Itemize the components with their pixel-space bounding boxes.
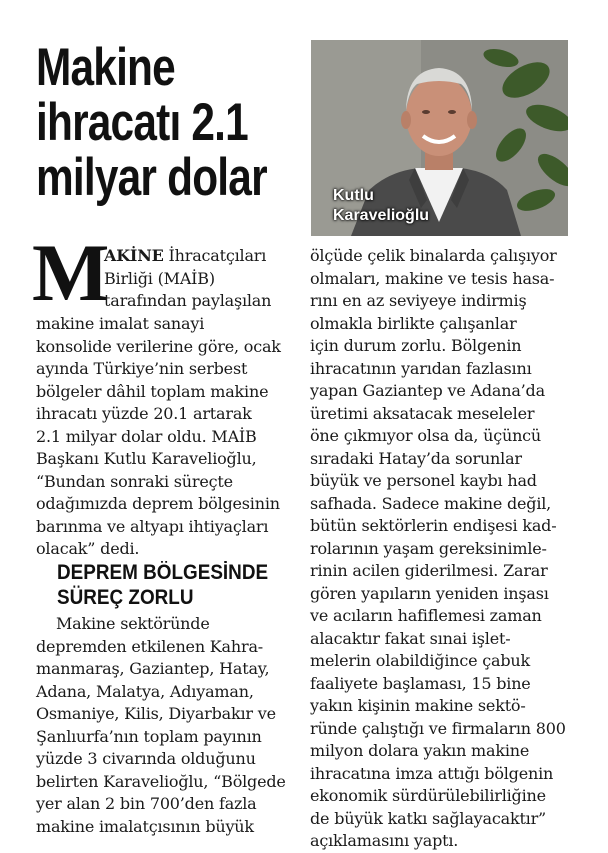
text-fragment: İhracatçıları xyxy=(163,246,267,265)
text-line: Adana, Malatya, Adıyaman, xyxy=(36,681,254,701)
text-line: rinin acilen giderilmesi. Zarar xyxy=(310,561,548,580)
text-line: belirten Karavelioğlu, “Bölgede xyxy=(36,771,286,791)
text-line: olacak” dedi. xyxy=(36,539,140,558)
text-line: üretimi aksatacak meseleler xyxy=(310,403,535,423)
text-line: milyon dolara yakın makine xyxy=(310,741,530,760)
text-line: ölçüde çelik binalarda çalışıyor xyxy=(310,246,557,265)
text-line: büyük ve personel kaybı had xyxy=(310,471,537,490)
subheading xyxy=(57,560,268,610)
text-line: rolarının yaşam gereksinimle- xyxy=(310,538,547,558)
text-line: ihracatı yüzde 20.1 artarak xyxy=(36,404,252,423)
text-line: öne çıkmıyor olsa da, üçüncü xyxy=(310,426,542,445)
text-line: olmaları, makine ve tesis hasa- xyxy=(310,268,555,288)
text-line: barınma ve altyapı ihtiyaçları xyxy=(36,516,269,536)
text-line: ihracatına imza attığı bölgenin xyxy=(310,763,554,783)
text-line: melerin olabildiğince çabuk xyxy=(310,651,531,670)
text-line: ekonomik sürdürülebilirliğine xyxy=(310,786,546,805)
text-line: olmakla birlikte çalışanlar xyxy=(310,313,517,333)
article-column-1 xyxy=(36,313,281,561)
headline-line: milyar dolar xyxy=(36,148,267,207)
text-line: Osmaniye, Kilis, Diyarbakır ve xyxy=(36,704,276,723)
text-line: ihracatının yarıdan fazlasını xyxy=(310,358,532,378)
subheading-line: SÜREÇ ZORLU xyxy=(57,586,194,609)
text-line: Şanlıurfa’nın toplam payının xyxy=(36,726,262,746)
caption-line: Kutlu xyxy=(333,187,374,204)
text-line: makine imalatçısının büyük xyxy=(36,816,254,836)
photo-caption xyxy=(333,186,429,226)
text-line: alacaktır fakat sınai işlet- xyxy=(310,628,511,648)
text-line: faaliyete başlaması, 15 bine xyxy=(310,673,531,693)
text-line: odağımızda deprem bölgesinin xyxy=(36,494,280,513)
text-line: konsolide verilerine göre, ocak xyxy=(36,336,281,356)
headline-line: Makine xyxy=(36,38,175,97)
text-line: yer alan 2 bin 700’den fazla xyxy=(36,794,257,813)
text-line xyxy=(104,245,271,268)
text-line: makine imalat sanayi xyxy=(36,314,205,333)
text-line: bölgeler dâhil toplam makine xyxy=(36,381,269,401)
lead-word: AKİNE xyxy=(104,246,164,265)
text-line: yapan Gaziantep ve Adana’da xyxy=(310,381,545,400)
drop-cap: M xyxy=(32,227,110,318)
article-column-2 xyxy=(310,245,566,853)
text-line: rını en az seviyeye indirmiş xyxy=(310,291,527,310)
text-line: depremden etkilenen Kahra- xyxy=(36,636,263,656)
text-line: gören yapıların yeniden inşası xyxy=(310,583,549,603)
text-line: Başkanı Kutlu Karavelioğlu, xyxy=(36,449,257,468)
article-intro xyxy=(104,245,271,313)
text-line: açıklamasını yaptı. xyxy=(310,831,459,850)
text-line: 2.1 milyar dolar oldu. MAİB xyxy=(36,426,257,446)
text-line: bütün sektörlerin endişesi kad- xyxy=(310,516,557,535)
text-line: ayında Türkiye’nin serbest xyxy=(36,359,248,378)
subheading-line: DEPREM BÖLGESİNDE xyxy=(57,561,269,584)
text-line: sıradaki Hatay’da sorunlar xyxy=(310,448,522,468)
article-column-1-continued xyxy=(36,613,286,838)
caption-line: Karavelioğlu xyxy=(333,207,430,224)
text-line: için durum zorlu. Bölgenin xyxy=(310,336,522,355)
text-line: safhada. Sadece makine değil, xyxy=(310,493,552,513)
text-line: yüzde 3 civarında olduğunu xyxy=(36,749,256,768)
text-line: Makine sektöründe xyxy=(56,614,210,633)
text-line: manmaraş, Gaziantep, Hatay, xyxy=(36,659,270,678)
text-line: yakın kişinin makine sektö- xyxy=(310,696,526,715)
text-line: “Bundan sonraki süreçte xyxy=(36,471,233,491)
text-line: ründe çalıştığı ve firmaların 800 xyxy=(310,718,566,738)
text-line: Birliği (MAİB) xyxy=(104,268,215,288)
headline-line: ihracatı 2.1 xyxy=(36,93,248,152)
text-line: tarafından paylaşılan xyxy=(104,291,272,310)
text-line: de büyük katkı sağlayacaktır” xyxy=(310,808,547,828)
headline xyxy=(36,38,267,207)
text-line: ve acıların hafiflemesi zaman xyxy=(310,606,542,625)
